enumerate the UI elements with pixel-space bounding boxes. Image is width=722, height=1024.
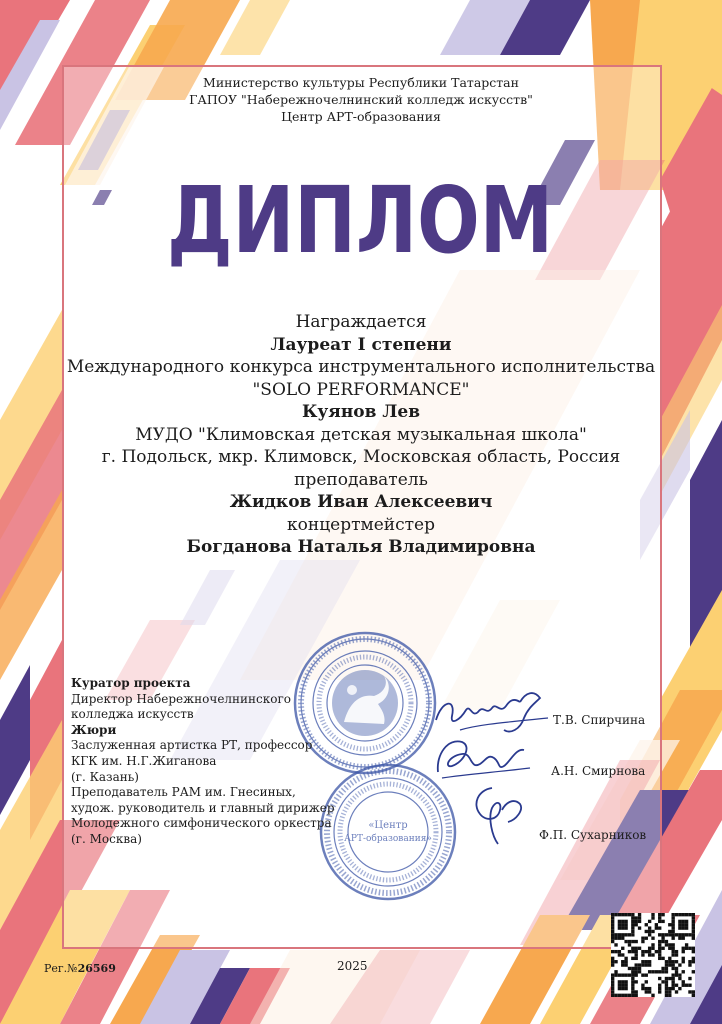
award-text [62, 311, 660, 559]
school-name: МУДО "Климовская детская музыкальная школа" [135, 424, 587, 445]
accompanist-name: Богданова Наталья Владимировна [186, 537, 536, 557]
signatory-name-1: Т.В. Спирчина [553, 713, 646, 727]
registration-number [44, 962, 116, 975]
header [0, 74, 722, 125]
accompanist-label: концертмейстер [287, 514, 435, 535]
award-intro: Награждается [295, 312, 427, 332]
center-line: Центр АРТ-образования [281, 109, 441, 124]
curator-position-line1: Директор Набережночелнинского [71, 691, 291, 706]
ministry-line: Министерство культуры Республики Татарстан [203, 75, 519, 90]
jury2-line3: Молодежного симфонического оркестра [71, 816, 332, 831]
jury-label: Жюри [71, 722, 117, 737]
teacher-name: Жидков Иван Алексеевич [229, 492, 493, 512]
award-degree: Лауреат I степени [270, 334, 452, 355]
jury1-line1: Заслуженная артистка РТ, профессор [71, 738, 313, 753]
jury2-line4: (г. Москва) [71, 831, 142, 846]
school-location: г. Подольск, мкр. Климовск, Московская область, Россия [101, 447, 621, 467]
signatory-name-2: А.Н. Смирнова [551, 764, 646, 778]
reg-label: Рег.№ [44, 962, 78, 975]
diploma-title-text: ДИПЛОМ [167, 167, 553, 274]
signatories-block [71, 676, 341, 848]
curator-position-line2: колледжа искусств [71, 707, 194, 722]
jury1-line2: КГК им. Н.Г.Жиганова [71, 753, 217, 768]
signature-2 [428, 728, 538, 788]
college-line: ГАПОУ "Набережночелнинский колледж искусств" [189, 92, 533, 107]
participant-name: Куянов Лев [301, 402, 421, 422]
signatory-name-3: Ф.П. Сухарников [539, 828, 647, 842]
curator-label: Куратор проекта [71, 676, 191, 690]
reg-number-value: 26569 [77, 962, 116, 975]
stamp-text-line2: АРТ-образования» [344, 834, 432, 844]
jury2-line2: худож. руководитель и главный дирижер [71, 800, 335, 815]
signature-3 [462, 780, 532, 850]
contest-name-line1: Международного конкурса инструментального исполнительства [66, 357, 656, 377]
jury2-line1: Преподаватель РАМ им. Гнесиных, [71, 785, 296, 800]
qr-code[interactable] [611, 913, 695, 997]
issue-year: 2025 [337, 959, 368, 973]
teacher-label: преподаватель [294, 469, 428, 490]
contest-name-line2: "SOLO PERFORMANCE" [252, 379, 470, 400]
jury1-line3: (г. Казань) [71, 769, 139, 784]
diploma-title [160, 167, 560, 274]
stamp-text-line1: «Центр [368, 820, 408, 831]
